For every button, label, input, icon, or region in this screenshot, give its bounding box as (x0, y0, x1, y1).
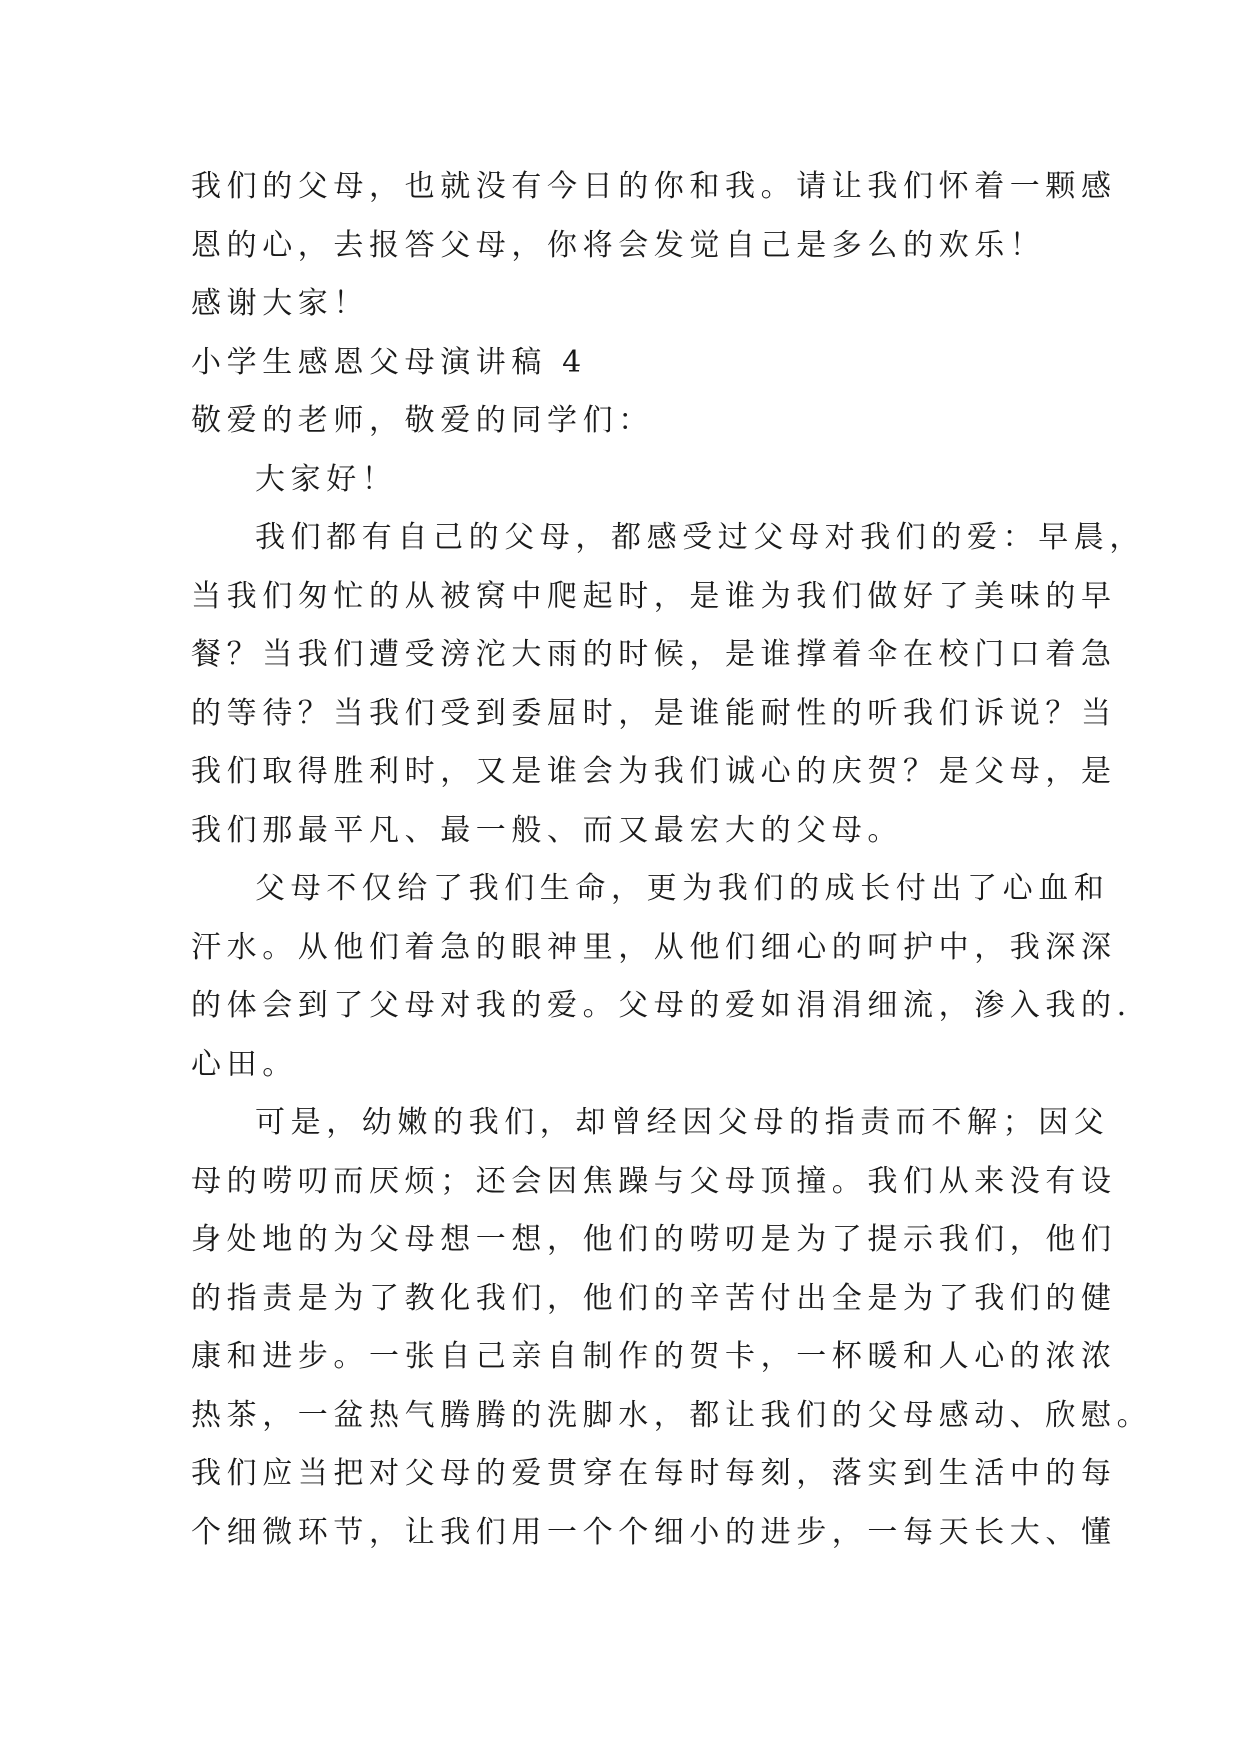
text-line: 的等待？当我们受到委屈时，是谁能耐性的听我们诉说？当 (191, 695, 1117, 731)
text-line: 心田。 (191, 1046, 298, 1082)
text-line: 身处地的为父母想一想，他们的唠叨是为了提示我们，他们 (191, 1222, 1117, 1257)
text-line: 餐？当我们遭受滂沱大雨的时候，是谁撑着伞在校门口着急 (191, 637, 1117, 672)
text-line: 汗水。从他们着急的眼神里，从他们细心的呵护中，我深深 (191, 929, 1117, 965)
text-line: 恩的心，去报答父母，你将会发觉自己是多么的欢乐！ (191, 227, 1046, 263)
paragraph-start: 父母不仅给了我们生命，更为我们的成长付出了心血和 (255, 871, 1110, 906)
text-line: 的体会到了父母对我的爱。父母的爱如涓涓细流，渗入我的. (191, 988, 1132, 1023)
text-line: 康和进步。一张自己亲自制作的贺卡，一杯暖和人心的浓浓 (191, 1339, 1117, 1374)
text-line: 个细微环节，让我们用一个个细小的进步，一每天长大、懂 (191, 1514, 1117, 1550)
section-title: 小学生感恩父母演讲稿 4 (191, 344, 587, 380)
text-line: 母的唠叨而厌烦；还会因焦躁与父母顶撞。我们从来没有设 (191, 1163, 1117, 1199)
text-line: 热茶，一盆热气腾腾的洗脚水，都让我们的父母感动、欣慰。 (191, 1397, 1153, 1433)
text-line: 的指责是为了教化我们，他们的辛苦付出全是为了我们的健 (191, 1280, 1117, 1316)
text-line: 当我们匆忙的从被窝中爬起时，是谁为我们做好了美味的早 (191, 578, 1117, 614)
greeting: 大家好！ (255, 461, 398, 497)
text-line: 我们那最平凡、最一般、而又最宏大的父母。 (191, 812, 903, 848)
salutation: 敬爱的老师，敬爱的同学们： (191, 403, 654, 438)
text-line: 我们的父母，也就没有今日的你和我。请让我们怀着一颗感 (191, 169, 1117, 204)
paragraph-start: 可是，幼嫩的我们，却曾经因父母的指责而不解；因父 (255, 1105, 1110, 1140)
document-body (191, 158, 1153, 1562)
closing-line: 感谢大家！ (191, 286, 369, 321)
text-line: 我们取得胜利时，又是谁会为我们诚心的庆贺？是父母，是 (191, 754, 1117, 789)
paragraph-start: 我们都有自己的父母，都感受过父母对我们的爱：早晨， (255, 520, 1145, 555)
text-line: 我们应当把对父母的爱贯穿在每时每刻，落实到生活中的每 (191, 1456, 1117, 1491)
